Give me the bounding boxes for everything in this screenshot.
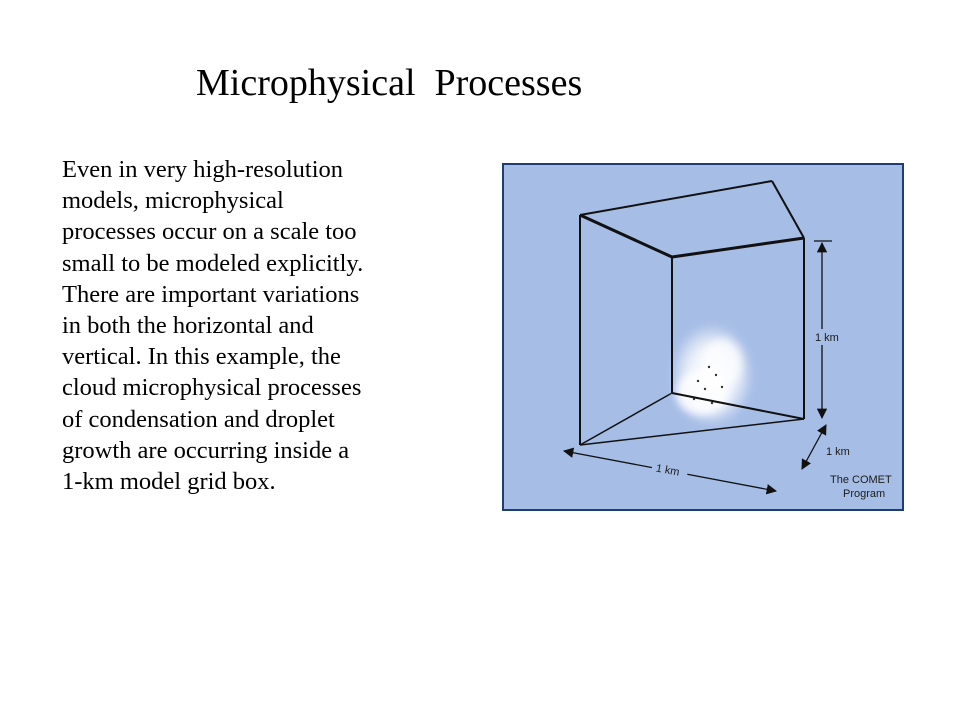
horizontal-dimension-label: 1 km bbox=[654, 462, 681, 479]
body-line: growth are occurring inside a bbox=[62, 436, 350, 464]
body-line: vertical. In this example, the bbox=[62, 343, 341, 371]
depth-dimension-label: 1 km bbox=[826, 446, 850, 458]
cloud-blob bbox=[670, 323, 754, 427]
body-line: cloud microphysical processes bbox=[62, 374, 362, 402]
body-line: models, microphysical bbox=[62, 187, 284, 215]
credit-line-2: Program bbox=[843, 488, 886, 500]
slide-title: Microphysical Processes bbox=[196, 62, 583, 104]
body-line: Even in very high-resolution bbox=[62, 156, 344, 183]
credit-line-1: The COMET bbox=[830, 474, 892, 486]
body-line: small to be modeled explicitly. bbox=[62, 249, 364, 277]
body-line: processes occur on a scale too bbox=[62, 218, 357, 246]
vertical-dimension-label: 1 km bbox=[815, 332, 839, 344]
grid-box-figure bbox=[502, 163, 904, 511]
body-line: There are important variations bbox=[62, 280, 360, 308]
body-line: of condensation and droplet bbox=[62, 405, 335, 433]
body-line: in both the horizontal and bbox=[62, 312, 314, 340]
body-line: 1-km model grid box. bbox=[62, 468, 276, 496]
body-paragraph bbox=[62, 154, 462, 497]
grid-box-diagram bbox=[502, 163, 904, 511]
